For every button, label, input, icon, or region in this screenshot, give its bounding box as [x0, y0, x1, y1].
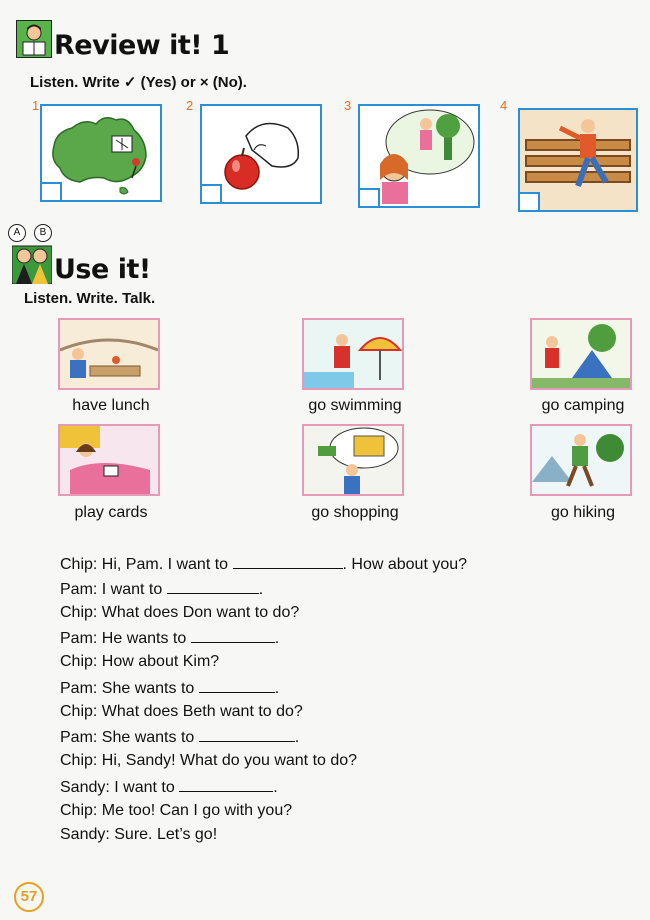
answer-blank[interactable] — [233, 554, 343, 569]
picture-go-camping — [530, 318, 632, 390]
dialogue-line — [60, 678, 279, 698]
line-text: . — [274, 630, 280, 647]
dialogue-line — [60, 727, 299, 747]
answer-box[interactable] — [200, 184, 222, 204]
line-text: . — [258, 581, 264, 598]
badge-b: B — [34, 224, 52, 242]
caption-go-hiking: go hiking — [550, 504, 616, 521]
caption-play-cards: play cards — [74, 504, 148, 521]
dialogue-line: Chip: What does Don want to do? — [60, 604, 300, 621]
review-number: 3 — [344, 98, 352, 113]
line-text: Pam: She wants to — [60, 680, 199, 697]
caption-go-swimming: go swimming — [308, 397, 402, 414]
caption-go-shopping: go shopping — [311, 504, 399, 521]
answer-box[interactable] — [518, 192, 540, 212]
review-number: 1 — [32, 98, 40, 113]
use-title: Use it! — [54, 254, 151, 285]
dialogue-line — [60, 579, 263, 599]
review-instruction: Listen. Write ✓ (Yes) or × (No). — [30, 74, 247, 91]
review-title: Review it! 1 — [54, 30, 230, 61]
review-picture-girl-thinking — [358, 104, 480, 208]
dialogue-line — [60, 777, 278, 797]
answer-blank[interactable] — [167, 579, 259, 594]
review-number: 4 — [500, 98, 508, 113]
answer-blank[interactable] — [179, 777, 273, 792]
two-kids-icon — [12, 240, 52, 284]
review-picture-apple — [200, 104, 322, 204]
picture-go-shopping — [302, 424, 404, 496]
page-number: 57 — [14, 882, 44, 912]
dialogue-line: Sandy: Sure. Let’s go! — [60, 826, 218, 843]
answer-box[interactable] — [358, 188, 380, 208]
line-text: Chip: Hi, Pam. I want to — [60, 556, 233, 573]
badge-a: A — [8, 224, 26, 242]
review-picture-australia — [40, 104, 162, 202]
line-text: Sandy: I want to — [60, 779, 180, 796]
picture-have-lunch — [58, 318, 160, 390]
line-text: . — [274, 680, 280, 697]
review-number: 2 — [186, 98, 194, 113]
use-it-badge — [8, 224, 54, 284]
line-text: Pam: He wants to — [60, 630, 191, 647]
picture-go-hiking — [530, 424, 632, 496]
answer-box[interactable] — [40, 182, 62, 202]
dialogue-line: Chip: What does Beth want to do? — [60, 703, 303, 720]
review-picture-boy-bridge — [518, 108, 638, 212]
line-text: . How about you? — [342, 556, 468, 573]
line-text: Pam: She wants to — [60, 729, 199, 746]
dialogue-line: Chip: How about Kim? — [60, 653, 220, 670]
boy-reading-icon — [16, 20, 52, 58]
picture-play-cards — [58, 424, 160, 496]
picture-go-swimming — [302, 318, 404, 390]
dialogue-line — [60, 554, 467, 574]
dialogue-line: Chip: Hi, Sandy! What do you want to do? — [60, 752, 358, 769]
caption-go-camping: go camping — [541, 397, 625, 414]
dialogue-line — [60, 628, 279, 648]
answer-blank[interactable] — [199, 727, 295, 742]
answer-blank[interactable] — [191, 628, 275, 643]
line-text: Pam: I want to — [60, 581, 167, 598]
line-text: . — [273, 779, 278, 796]
line-text: . — [294, 729, 300, 746]
answer-blank[interactable] — [199, 678, 275, 693]
dialogue-line: Chip: Me too! Can I go with you? — [60, 802, 293, 819]
caption-have-lunch: have lunch — [72, 397, 150, 414]
use-instruction: Listen. Write. Talk. — [24, 290, 156, 307]
